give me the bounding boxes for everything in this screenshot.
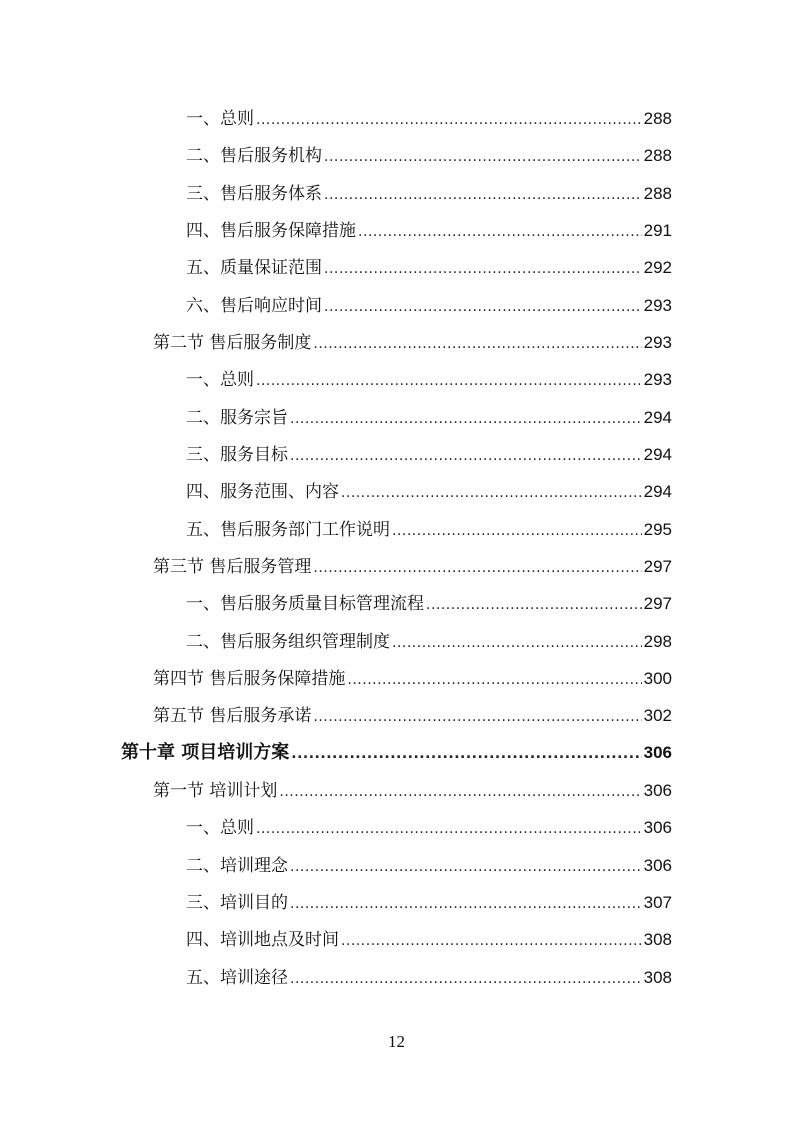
toc-entry-title: 第四节 售后服务保障措施 bbox=[153, 669, 346, 689]
toc-leader-dots bbox=[392, 632, 642, 654]
toc-entry-page: 294 bbox=[643, 482, 672, 501]
toc-entry-title: 一、售后服务质量目标管理流程 bbox=[186, 594, 424, 614]
toc-entry-title: 三、服务目标 bbox=[186, 445, 288, 465]
toc-leader-dots bbox=[324, 258, 642, 280]
toc-entry[interactable] bbox=[186, 929, 672, 952]
toc-entry-title: 第十章 项目培训方案 bbox=[121, 742, 290, 763]
toc-entry[interactable] bbox=[186, 183, 672, 206]
toc-entry-title: 第一节 培训计划 bbox=[153, 781, 278, 801]
toc-entry-page: 302 bbox=[643, 706, 672, 725]
page-number: 12 bbox=[388, 1032, 405, 1051]
toc-leader-dots bbox=[290, 445, 642, 467]
toc-entry-title: 一、总则 bbox=[186, 818, 254, 838]
toc-entry-page: 308 bbox=[643, 968, 672, 987]
toc-entry[interactable] bbox=[186, 407, 672, 430]
toc-entry[interactable] bbox=[153, 668, 672, 691]
toc-entry-page: 297 bbox=[643, 594, 672, 613]
toc-leader-dots bbox=[290, 408, 642, 430]
toc-entry-title: 二、培训理念 bbox=[186, 856, 288, 876]
toc-entry-title: 第三节 售后服务管理 bbox=[153, 557, 312, 577]
toc-entry[interactable] bbox=[186, 481, 672, 504]
toc-entry-page: 306 bbox=[643, 781, 672, 800]
toc-entry-title: 一、总则 bbox=[186, 370, 254, 390]
toc-entry-page: 288 bbox=[643, 146, 672, 165]
toc-entry-page: 307 bbox=[643, 893, 672, 912]
toc-entry-page: 298 bbox=[643, 632, 672, 651]
toc-entry-page: 306 bbox=[643, 856, 672, 875]
toc-leader-dots bbox=[324, 296, 642, 318]
toc-leader-dots bbox=[313, 557, 641, 579]
toc-entry-title: 二、售后服务组织管理制度 bbox=[186, 632, 390, 652]
toc-leader-dots bbox=[324, 184, 642, 206]
toc-leader-dots bbox=[341, 482, 642, 504]
toc-entry[interactable] bbox=[153, 780, 672, 803]
toc-entry-title: 一、总则 bbox=[186, 109, 254, 129]
toc-leader-dots bbox=[291, 743, 641, 765]
toc-entry-page: 292 bbox=[643, 258, 672, 277]
toc-entry-title: 二、服务宗旨 bbox=[186, 408, 288, 428]
toc-entry[interactable] bbox=[186, 855, 672, 878]
toc-entry-page: 293 bbox=[643, 370, 672, 389]
toc-leader-dots bbox=[256, 370, 642, 392]
toc-entry[interactable] bbox=[186, 369, 672, 392]
toc-leader-dots bbox=[290, 893, 642, 915]
toc-entry[interactable] bbox=[186, 257, 672, 280]
toc-entry[interactable] bbox=[186, 220, 672, 243]
toc-entry[interactable] bbox=[153, 332, 672, 355]
toc-entry-title: 五、培训途径 bbox=[186, 968, 288, 988]
toc-leader-dots bbox=[392, 520, 642, 542]
toc-leader-dots bbox=[279, 781, 641, 803]
toc-entry-page: 306 bbox=[643, 743, 672, 762]
toc-entry-title: 二、售后服务机构 bbox=[186, 146, 322, 166]
toc-leader-dots bbox=[341, 930, 642, 952]
toc-entry-title: 四、售后服务保障措施 bbox=[186, 221, 356, 241]
toc-entry-title: 五、质量保证范围 bbox=[186, 258, 322, 278]
toc-entry-page: 293 bbox=[643, 296, 672, 315]
toc-entry[interactable] bbox=[186, 892, 672, 915]
toc-entry-title: 第五节 售后服务承诺 bbox=[153, 706, 312, 726]
toc-entry[interactable] bbox=[186, 631, 672, 654]
toc-entry-page: 288 bbox=[643, 184, 672, 203]
toc-entry-page: 308 bbox=[643, 930, 672, 949]
toc-entry-title: 五、售后服务部门工作说明 bbox=[186, 520, 390, 540]
toc-entry-title: 四、培训地点及时间 bbox=[186, 930, 339, 950]
toc-entry-page: 306 bbox=[643, 818, 672, 837]
toc-entry-title: 三、售后服务体系 bbox=[186, 184, 322, 204]
toc-entry[interactable] bbox=[186, 519, 672, 542]
toc-leader-dots bbox=[256, 818, 642, 840]
toc-leader-dots bbox=[426, 594, 642, 616]
toc-entry-page: 300 bbox=[643, 669, 672, 688]
toc-entry-page: 294 bbox=[643, 445, 672, 464]
toc-leader-dots bbox=[313, 706, 641, 728]
toc-chapter-entry[interactable] bbox=[121, 742, 672, 765]
toc-leader-dots bbox=[256, 109, 642, 131]
toc-entry[interactable] bbox=[186, 967, 672, 990]
toc-entry[interactable] bbox=[153, 705, 672, 728]
toc-entry[interactable] bbox=[186, 817, 672, 840]
toc-entry-page: 291 bbox=[643, 221, 672, 240]
toc-entry-page: 288 bbox=[643, 109, 672, 128]
toc-entry[interactable] bbox=[186, 145, 672, 168]
toc-entry-page: 293 bbox=[643, 333, 672, 352]
toc-entry-title: 第二节 售后服务制度 bbox=[153, 333, 312, 353]
toc-entry[interactable] bbox=[186, 108, 672, 131]
toc-entry[interactable] bbox=[186, 444, 672, 467]
toc-entry-page: 297 bbox=[643, 557, 672, 576]
toc-entry[interactable] bbox=[186, 593, 672, 616]
toc-entry-page: 295 bbox=[643, 520, 672, 539]
toc-leader-dots bbox=[290, 856, 642, 878]
toc-leader-dots bbox=[324, 146, 642, 168]
toc-leader-dots bbox=[347, 669, 641, 691]
toc-entry-title: 三、培训目的 bbox=[186, 893, 288, 913]
toc-entry-page: 294 bbox=[643, 408, 672, 427]
toc-entry[interactable] bbox=[153, 556, 672, 579]
toc-entry[interactable] bbox=[186, 295, 672, 318]
toc-entry-title: 四、服务范围、内容 bbox=[186, 482, 339, 502]
toc-leader-dots bbox=[358, 221, 642, 243]
toc-entry-title: 六、售后响应时间 bbox=[186, 296, 322, 316]
toc-leader-dots bbox=[290, 968, 642, 990]
toc-leader-dots bbox=[313, 333, 641, 355]
